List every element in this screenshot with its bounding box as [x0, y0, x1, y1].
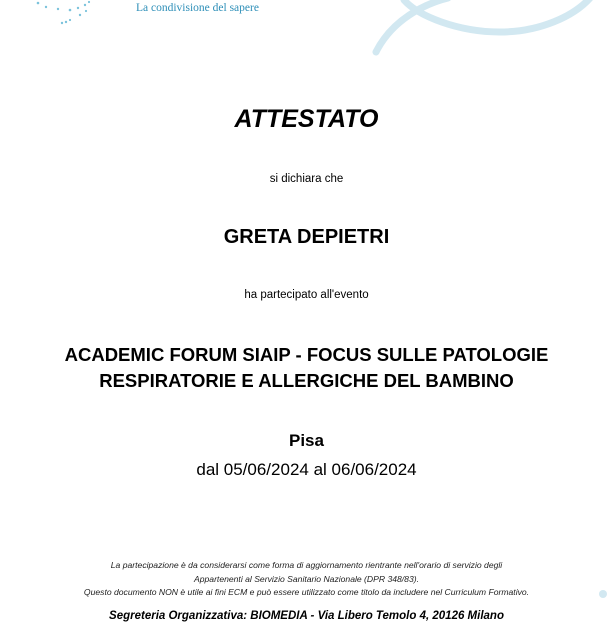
declare-line: si dichiara che — [269, 173, 344, 185]
organizing-secretariat: Segreteria Organizzativa: BIOMEDIA - Via Libero Temolo 4, 20126 Milano — [109, 610, 504, 622]
decorative-dot — [597, 588, 609, 600]
footer-note-line-1: La partecipazione è da considerarsi come forma di aggiornamento rientrante nell'orario di servizio degli — [110, 560, 503, 570]
certificate-title: ATTESTATO — [234, 105, 379, 133]
decorative-arc — [0, 0, 613, 60]
event-city: Pisa — [289, 431, 324, 450]
event-title-line-2: RESPIRATORIE E ALLERGICHE DEL BAMBINO — [99, 370, 514, 391]
participation-line: ha partecipato all'evento — [244, 289, 369, 301]
header-tagline: La condivisione del sapere — [136, 2, 259, 14]
recipient-name: GRETA DEPIETRI — [223, 226, 390, 248]
footer-note-line-2: Appartenenti al Servizio Sanitario Nazionale (DPR 348/83). — [194, 573, 419, 584]
event-title-line-1: ACADEMIC FORUM SIAIP - FOCUS SULLE PATOLOGIE — [64, 344, 549, 365]
footer-note-line-3: Questo documento NON è utile ai fini ECM e può essere utilizzato come titolo da includere nel Curriculum Formativo. — [83, 587, 530, 597]
footer-notes — [0, 559, 613, 600]
event-dates: dal 05/06/2024 al 06/06/2024 — [196, 460, 417, 479]
event-title — [0, 342, 613, 394]
